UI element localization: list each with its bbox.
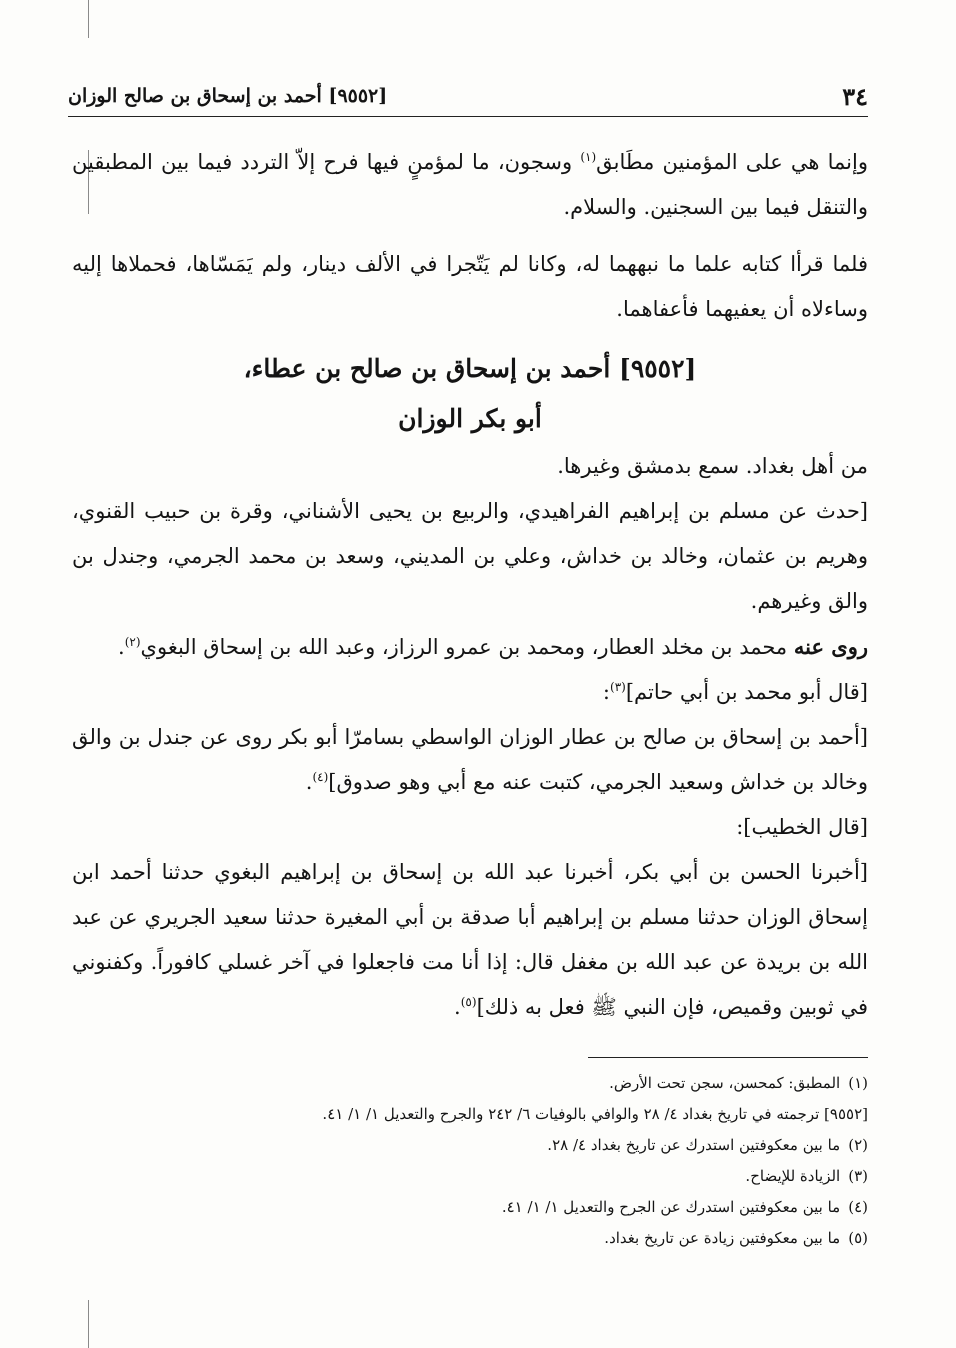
page-header xyxy=(68,76,868,117)
footnote-text: المطبق: كمحسن، سجن تحت الأرض. xyxy=(609,1074,841,1092)
text-run: . xyxy=(118,635,125,659)
footnote-number: (٤) xyxy=(848,1198,868,1216)
paragraph xyxy=(72,715,868,805)
text-run: محمد بن مخلد العطار، ومحمد بن عمرو الرزاز، وعبد الله بن إسحاق البغوي xyxy=(140,635,794,659)
text-run: [أخبرنا الحسن بن أبي بكر، أخبرنا عبد الله بن إسحاق بن إبراهيم البغوي حدثنا أحمد ابن إسحاق الوزان حدثنا مسلم بن إبراهيم أبا صدقة بن أبي المغيرة حدثنا سعيد الجريري عن عبد الله بن بريدة عن عبد الله بن مغفل قال: إذا أنا مت فاجعلوا في آخر غسلي كافوراً. وكفنوني في ثوبين وقميص، فإن النبي ﷺ فعل به ذلك] xyxy=(72,860,868,1019)
text-run: . xyxy=(454,995,461,1019)
footnote-separator xyxy=(588,1057,868,1058)
footnote xyxy=(72,1099,868,1130)
footnote-ref: (٤) xyxy=(312,770,329,784)
text-run: . xyxy=(305,770,313,794)
footnote-text: الزيادة للإيضاح. xyxy=(745,1167,841,1185)
text-run: وإنما هي على المؤمنين مطَابق xyxy=(596,150,868,174)
paragraph xyxy=(72,140,868,230)
footnote xyxy=(72,1130,868,1161)
text-run: [قال أبو محمد بن أبي حاتم] xyxy=(625,680,868,704)
footnote-text: ما بين معكوفتين زيادة عن تاريخ بغداد. xyxy=(604,1229,841,1247)
footnote-ref: (١) xyxy=(580,150,597,164)
page-number: ٣٤ xyxy=(842,81,868,111)
footnote-ref: (٢) xyxy=(124,635,141,649)
footnote-number: (٢) xyxy=(848,1136,868,1154)
main-text xyxy=(72,140,868,1030)
text-run: وسجون، ما لمؤمنٍ فيها فرح إلاّ التردد فيما بين المطبقين والتنقل فيما بين السجنين. والسلام. xyxy=(72,150,868,219)
paragraph: فلما قرأا كتابه علما ما نبههما له، وكانا لم يَتّجرا في الألف دينار، ولم يَمَسّاها، فحملاها إليه وساءلاه أن يعفيهما فأعفاهما. xyxy=(72,252,868,321)
footnote xyxy=(72,1223,868,1254)
running-title: [٩٥٥٢] أحمد بن إسحاق بن صالح الوزان xyxy=(68,85,388,107)
footnote-text: ما بين معكوفتين استدرك عن الجرح والتعديل ١/ ١/ ٤١. xyxy=(501,1198,841,1216)
footnotes xyxy=(72,1068,868,1254)
scan-edge-line xyxy=(88,1300,89,1348)
footnote-text: [٩٥٥٢] ترجمته في تاريخ بغداد ٤/ ٢٨ والوافي بالوفيات ٦/ ٢٤٢ والجرح والتعديل ١/ ١/ ٤١. xyxy=(322,1105,868,1123)
footnote-text: ما بين معكوفتين استدرك عن تاريخ بغداد ٤/ ٢٨. xyxy=(547,1136,841,1154)
footnote-number: (٣) xyxy=(848,1167,868,1185)
paragraph: من أهل بغداد. سمع بدمشق وغيرها. xyxy=(557,454,868,478)
entry-title: [٩٥٥٢] أحمد بن إسحاق بن صالح بن عطاء، xyxy=(243,354,697,383)
paragraph: [حدث عن مسلم بن إبراهيم الفراهيدي، والربيع بن يحيى الأشناني، وقرة بن حبيب القنوي، وهريم بن عثمان، وخالد بن خداش، وعلي بن المديني، وسعد بن محمد الجرمي، وجندل بن والق وغيرهم. xyxy=(72,499,868,613)
paragraph xyxy=(72,850,868,1030)
paragraph xyxy=(72,670,868,715)
footnote xyxy=(72,1068,868,1099)
paragraph: [قال الخطيب]: xyxy=(736,815,868,839)
footnote-number: (٥) xyxy=(848,1229,868,1247)
footnote-ref: (٣) xyxy=(610,680,626,694)
scan-edge-line xyxy=(88,0,89,38)
bold-lead: روى عنه xyxy=(793,634,868,659)
text-run: : xyxy=(602,680,610,704)
footnote-ref: (٥) xyxy=(460,995,477,1009)
footnote-number: (١) xyxy=(848,1074,868,1092)
entry-subtitle: أبو بكر الوزان xyxy=(398,404,542,433)
footnote xyxy=(72,1192,868,1223)
footnote xyxy=(72,1161,868,1192)
text-run: [أحمد بن إسحاق بن صالح بن عطار الوزان الواسطي بسامرّا أبو بكر روى عن جندل بن والق وخالد بن خداش وسعيد الجرمي، كتبت عنه مع أبي وهو صدوق] xyxy=(72,725,868,794)
paragraph xyxy=(72,624,868,670)
